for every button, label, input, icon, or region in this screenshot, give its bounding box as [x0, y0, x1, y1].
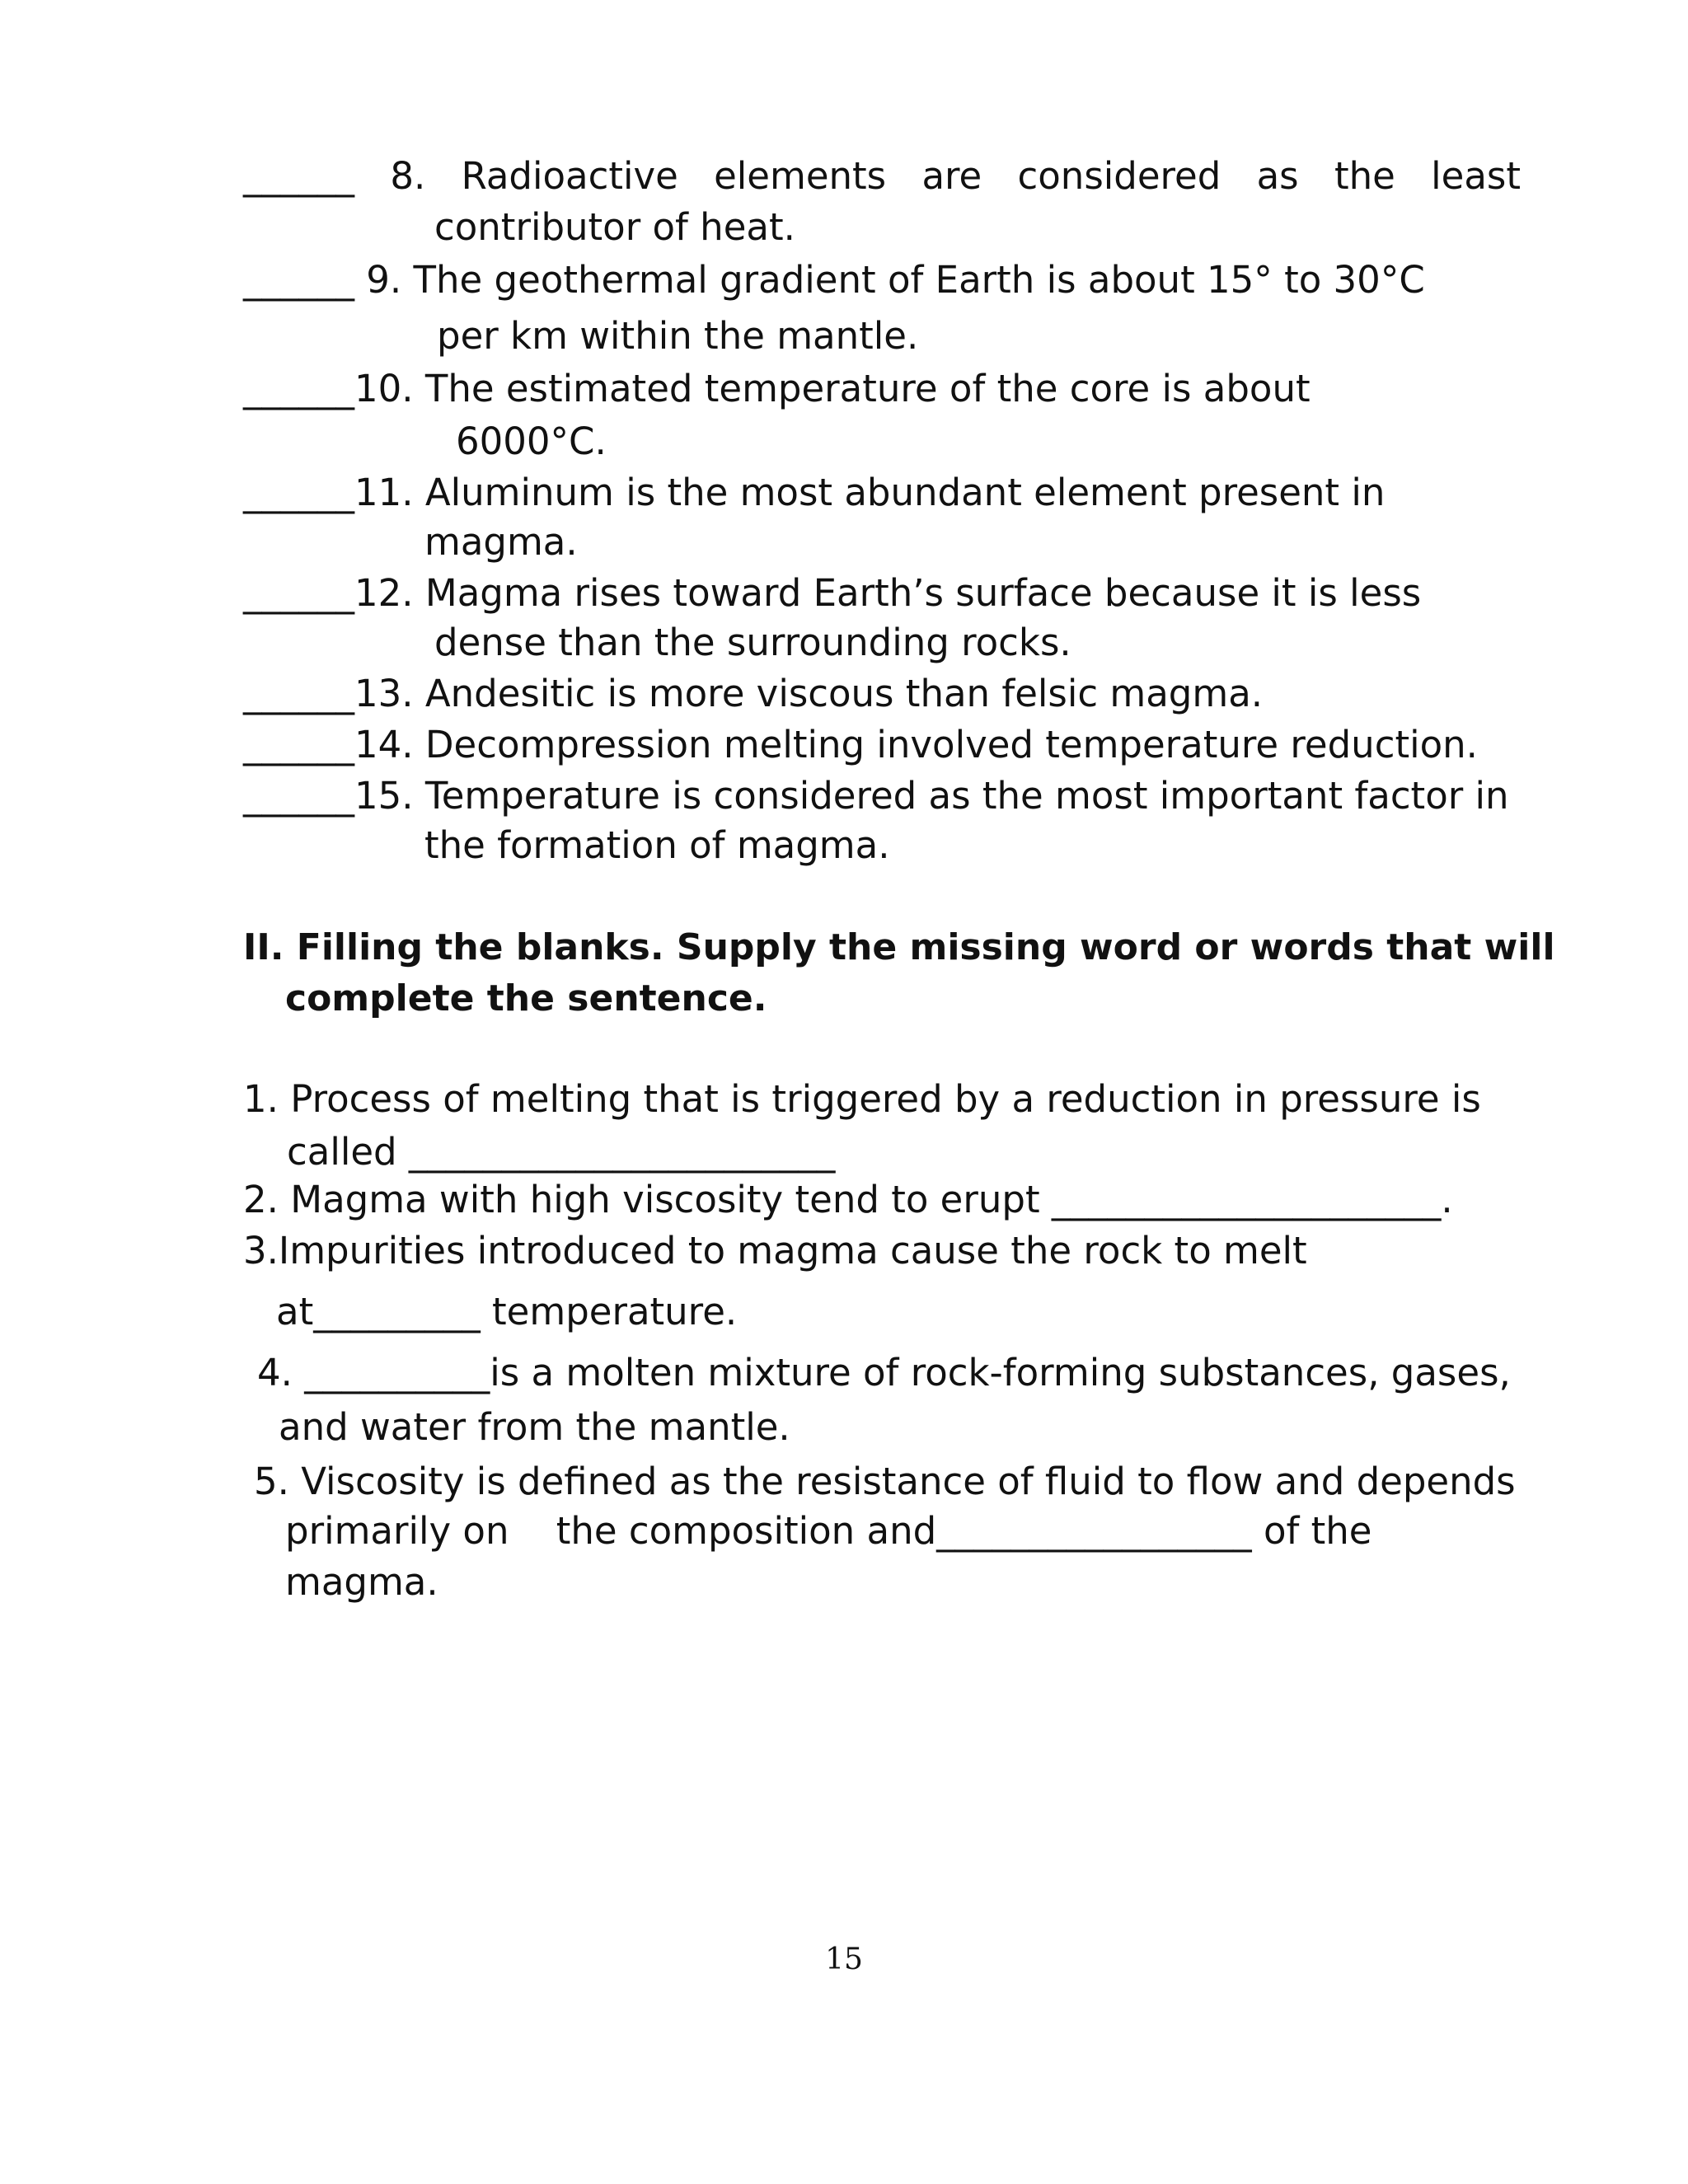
tf-item-15-line-1: ______15. Temperature is considered as the most important factor in: [243, 774, 1509, 818]
fill-question-5-line-2: primarily on the composition and_________________ of the: [285, 1509, 1372, 1553]
fill-question-3-line-2: at_________ temperature.: [276, 1290, 738, 1333]
tf-item-10-line-1: ______10. The estimated temperature of the core is about: [243, 367, 1311, 410]
word: least: [1431, 154, 1521, 198]
word: are: [921, 154, 982, 198]
fill-question-1-line-2: called _______________________: [287, 1130, 836, 1174]
fill-question-5-line-1: 5. Viscosity is defined as the resistance of fluid to flow and depends: [254, 1460, 1516, 1503]
tf-item-9-line-2: per km within the mantle.: [437, 314, 919, 358]
fill-question-1-line-1: 1. Process of melting that is triggered by a reduction in pressure is: [243, 1077, 1481, 1121]
word: considered: [1017, 154, 1221, 198]
tf-item-8-line-2: contributor of heat.: [434, 205, 795, 249]
fill-question-3-line-1: 3.Impurities introduced to magma cause the rock to melt: [243, 1229, 1307, 1272]
fill-question-4-line-2: and water from the mantle.: [279, 1405, 790, 1449]
tf-item-11-line-2: magma.: [424, 520, 578, 564]
tf-item-15-line-2: the formation of magma.: [424, 823, 890, 867]
tf-item-8-line-1: [243, 153, 1521, 199]
answer-blank: ______: [243, 154, 354, 198]
page-number: 15: [825, 1943, 863, 1976]
word: Radioactive: [461, 154, 678, 198]
word: elements: [714, 154, 887, 198]
section-2-heading-line-1: II. Filling the blanks. Supply the missing word or words that will: [243, 926, 1555, 968]
section-2-heading-line-2: complete the sentence.: [285, 977, 767, 1019]
tf-item-14: ______14. Decompression melting involved temperature reduction.: [243, 723, 1478, 766]
item-number: 8.: [390, 154, 426, 198]
fill-question-5-line-3: magma.: [285, 1560, 438, 1604]
tf-item-13: ______13. Andesitic is more viscous than felsic magma.: [243, 672, 1264, 715]
tf-item-12-line-1: ______12. Magma rises toward Earth’s surface because it is less: [243, 571, 1422, 615]
word: as: [1256, 154, 1299, 198]
fill-question-2: 2. Magma with high viscosity tend to erupt _____________________.: [243, 1178, 1453, 1221]
word: the: [1334, 154, 1395, 198]
tf-item-10-line-2: 6000°C.: [456, 419, 607, 463]
tf-item-11-line-1: ______11. Aluminum is the most abundant element present in: [243, 471, 1386, 514]
tf-item-9-line-1: ______ 9. The geothermal gradient of Earth is about 15° to 30°C: [243, 258, 1425, 302]
tf-item-12-line-2: dense than the surrounding rocks.: [434, 621, 1071, 664]
fill-question-4-line-1: 4. __________is a molten mixture of rock-forming substances, gases,: [257, 1351, 1511, 1394]
